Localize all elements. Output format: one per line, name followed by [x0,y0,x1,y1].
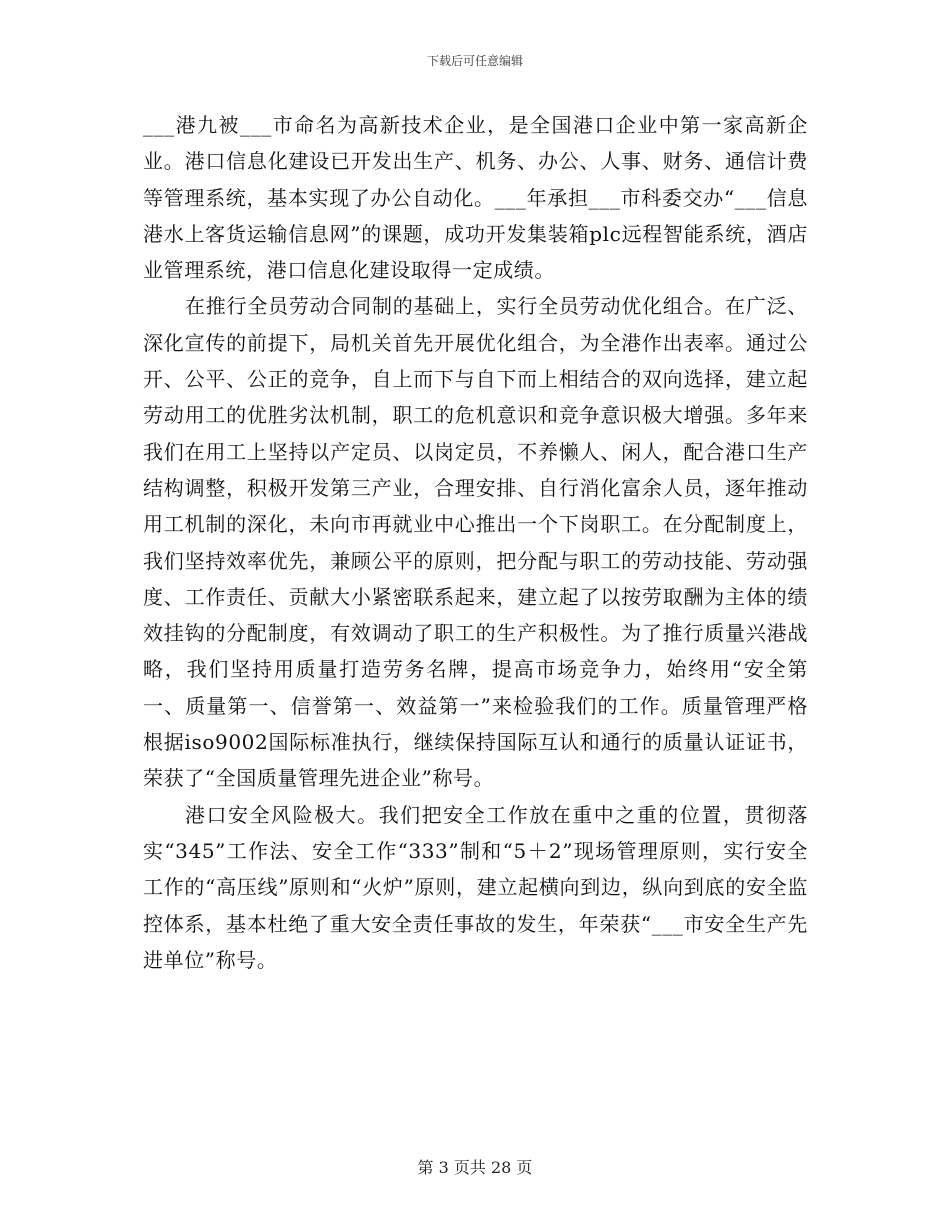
paragraph-2: 在推行全员劳动合同制的基础上，实行全员劳动优化组合。在广泛、深化宣传的前提下，局机关首先开展优化组合，为全港作出表率。通过公开、公平、公正的竞争，自上而下与自下而上相结合的双向选择，建立起劳动用工的优胜劣汰机制，职工的危机意识和竞争意识极大增强。多年来我们在用工上坚持以产定员、以岗定员，不养懒人、闲人，配合港口生产结构调整，积极开发第三产业，合理安排、自行消化富余人员，逐年推动用工机制的深化，未向市再就业中心推出一个下岗职工。在分配制度上，我们坚持效率优先，兼顾公平的原则，把分配与职工的劳动技能、劳动强度、工作责任、贡献大小紧密联系起来，建立起了以按劳取酬为主体的绩效挂钩的分配制度，有效调动了职工的生产积极性。为了推行质量兴港战略，我们坚持用质量打造劳务名牌，提高市场竞争力，始终用“安全第一、质量第一、信誉第一、效益第一”来检验我们的工作。质量管理严格根据iso9002国际标准执行，继续保持国际互认和通行的质量认证证书，荣获了“全国质量管理先进企业”称号。 [143,294,808,791]
page-header: 下载后可任意编辑 [426,54,523,68]
page-number: 第 3 页共 28 页 [417,1158,533,1177]
paragraph-1: ___港九被___市命名为高新技术企业，是全国港口企业中第一家高新企业。港口信息化建设已开发出生产、机务、办公、人事、财务、通信计费等管理系统，基本实现了办公自动化。___年承担___市科委交办“___信息港水上客货运输信息网”的课题，成功开发集装箱plc远程智能系统，酒店业管理系统，港口信息化建设取得一定成绩。 [143,113,808,283]
paragraph-3: 港口安全风险极大。我们把安全工作放在重中之重的位置，贯彻落实“345”工作法、安全工作“333”制和“5＋2”现场管理原则，实行安全工作的“高压线”原则和“火炉”原则，建立起横向到边，纵向到底的安全监控体系，基本杜绝了重大安全责任事故的发生，年荣获“___市安全生产先进单位”称号。 [143,802,808,972]
document-body [143,107,808,978]
